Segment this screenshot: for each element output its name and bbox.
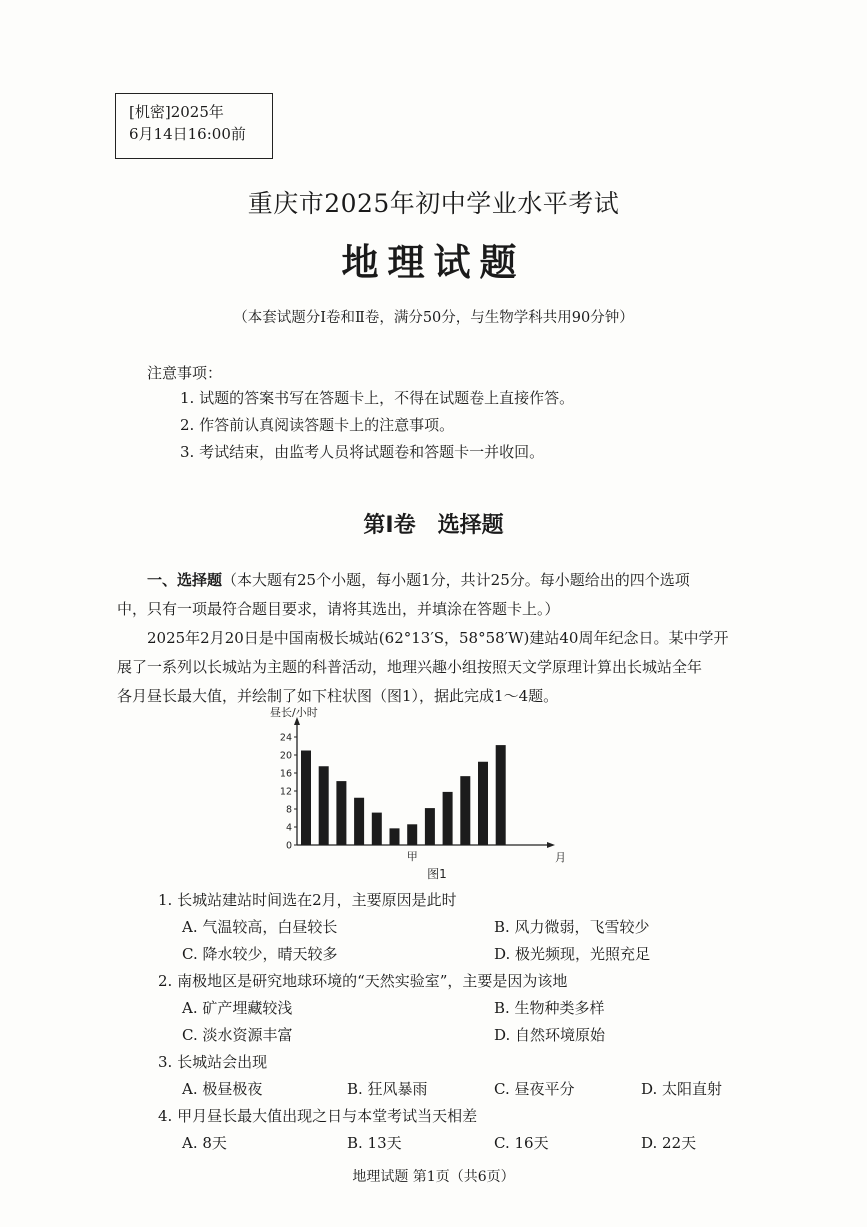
y-tick-label: 20 (279, 750, 292, 762)
q4-option-c: C. 16天 (494, 1134, 549, 1152)
bar-month-4 (354, 798, 364, 845)
figure-caption: 图1 (427, 867, 447, 881)
context-line-3: 各月昼长最大值，并绘制了如下柱状图（图1），据此完成1～4题。 (117, 687, 559, 705)
notice-item: 1. 试题的答案书写在答题卡上，不得在试题卷上直接作答。 (180, 389, 575, 407)
x-axis-label: 月 (555, 851, 566, 864)
bar-month-12 (496, 745, 506, 845)
y-tick-label: 12 (279, 786, 292, 798)
q3-option-d: D. 太阳直射 (641, 1080, 723, 1098)
notice-item: 2. 作答前认真阅读答题卡上的注意事项。 (180, 416, 455, 434)
q3-option-c: C. 昼夜平分 (494, 1080, 575, 1098)
part-one-label: 一、选择题 (147, 571, 223, 589)
bar-month-11 (478, 762, 488, 845)
daylength-bar-chart (260, 702, 580, 882)
bar-month-10 (460, 776, 470, 845)
y-tick-label: 4 (285, 822, 292, 834)
part-one-intro-line-2: 中，只有一项最符合题目要求，请将其选出，并填涂在答题卡上。） (117, 600, 560, 618)
q2-option-b: B. 生物种类多样 (494, 999, 605, 1017)
page-footer: 地理试题 第1页（共6页） (352, 1169, 515, 1185)
y-axis-label: 昼长/小时 (270, 706, 318, 719)
bar-month-3 (336, 781, 346, 845)
question-2-stem: 2. 南极地区是研究地球环境的“天然实验室”，主要是因为该地 (158, 972, 568, 990)
y-tick-label: 8 (285, 804, 292, 816)
bar-month-2 (319, 766, 329, 845)
part-one-intro (147, 566, 787, 595)
notice-heading: 注意事项： (147, 364, 223, 382)
context-line-1: 2025年2月20日是中国南极长城站(62°13′S，58°58′W)建站40周年纪念日。某中学开 (147, 629, 729, 647)
q2-option-c: C. 淡水资源丰富 (182, 1026, 293, 1044)
section-heading: 第Ⅰ卷 选择题 (363, 513, 504, 538)
q1-option-b: B. 风力微弱，飞雪较少 (494, 918, 650, 936)
q1-option-c: C. 降水较少，晴天较多 (182, 945, 338, 963)
bar-month-1 (301, 751, 311, 846)
x-axis-arrow (547, 842, 555, 848)
q3-option-a: A. 极昼极夜 (182, 1080, 263, 1098)
question-3-stem: 3. 长城站会出现 (158, 1053, 268, 1071)
q4-option-a: A. 8天 (182, 1134, 227, 1152)
q3-option-b: B. 狂风暴雨 (347, 1080, 428, 1098)
q4-option-d: D. 22天 (641, 1134, 697, 1152)
paper-note: （本套试题分Ⅰ卷和Ⅱ卷，满分50分，与生物学科共用90分钟） (233, 310, 634, 326)
q1-option-d: D. 极光频现，光照充足 (494, 945, 651, 963)
q2-option-a: A. 矿产埋藏较浅 (182, 999, 293, 1017)
bar-month-9 (443, 792, 453, 845)
stamp-line-2: 6月14日16:00前 (129, 125, 246, 143)
context-line-2: 展了一系列以长城站为主题的科普活动，地理兴趣小组按照天文学原理计算出长城站全年 (117, 658, 703, 676)
bar-month-7 (407, 824, 417, 845)
notice-item: 3. 考试结束，由监考人员将试题卷和答题卡一并收回。 (180, 443, 545, 461)
q2-option-d: D. 自然环境原始 (494, 1026, 606, 1044)
stamp-line-1: [机密]2025年 (129, 103, 224, 121)
subject-title: 地理试题 (341, 241, 526, 284)
question-4-stem: 4. 甲月昼长最大值出现之日与本堂考试当天相差 (158, 1107, 478, 1125)
marked-month-label: 甲 (406, 850, 418, 863)
part-one-intro-line-1: （本大题有25个小题，每小题1分，共计25分。每小题给出的四个选项 (222, 571, 690, 589)
bar-month-8 (425, 808, 435, 845)
bar-month-5 (372, 813, 382, 845)
q1-option-a: A. 气温较高，白昼较长 (182, 918, 338, 936)
confidential-stamp (115, 93, 273, 159)
y-tick-label: 24 (279, 732, 292, 744)
q4-option-b: B. 13天 (347, 1134, 402, 1152)
question-1-stem: 1. 长城站建站时间选在2月，主要原因是此时 (158, 891, 457, 909)
y-tick-label: 16 (279, 768, 292, 780)
y-tick-label: 0 (285, 840, 292, 852)
exam-title: 重庆市2025年初中学业水平考试 (247, 189, 620, 218)
bar-month-6 (390, 828, 400, 845)
